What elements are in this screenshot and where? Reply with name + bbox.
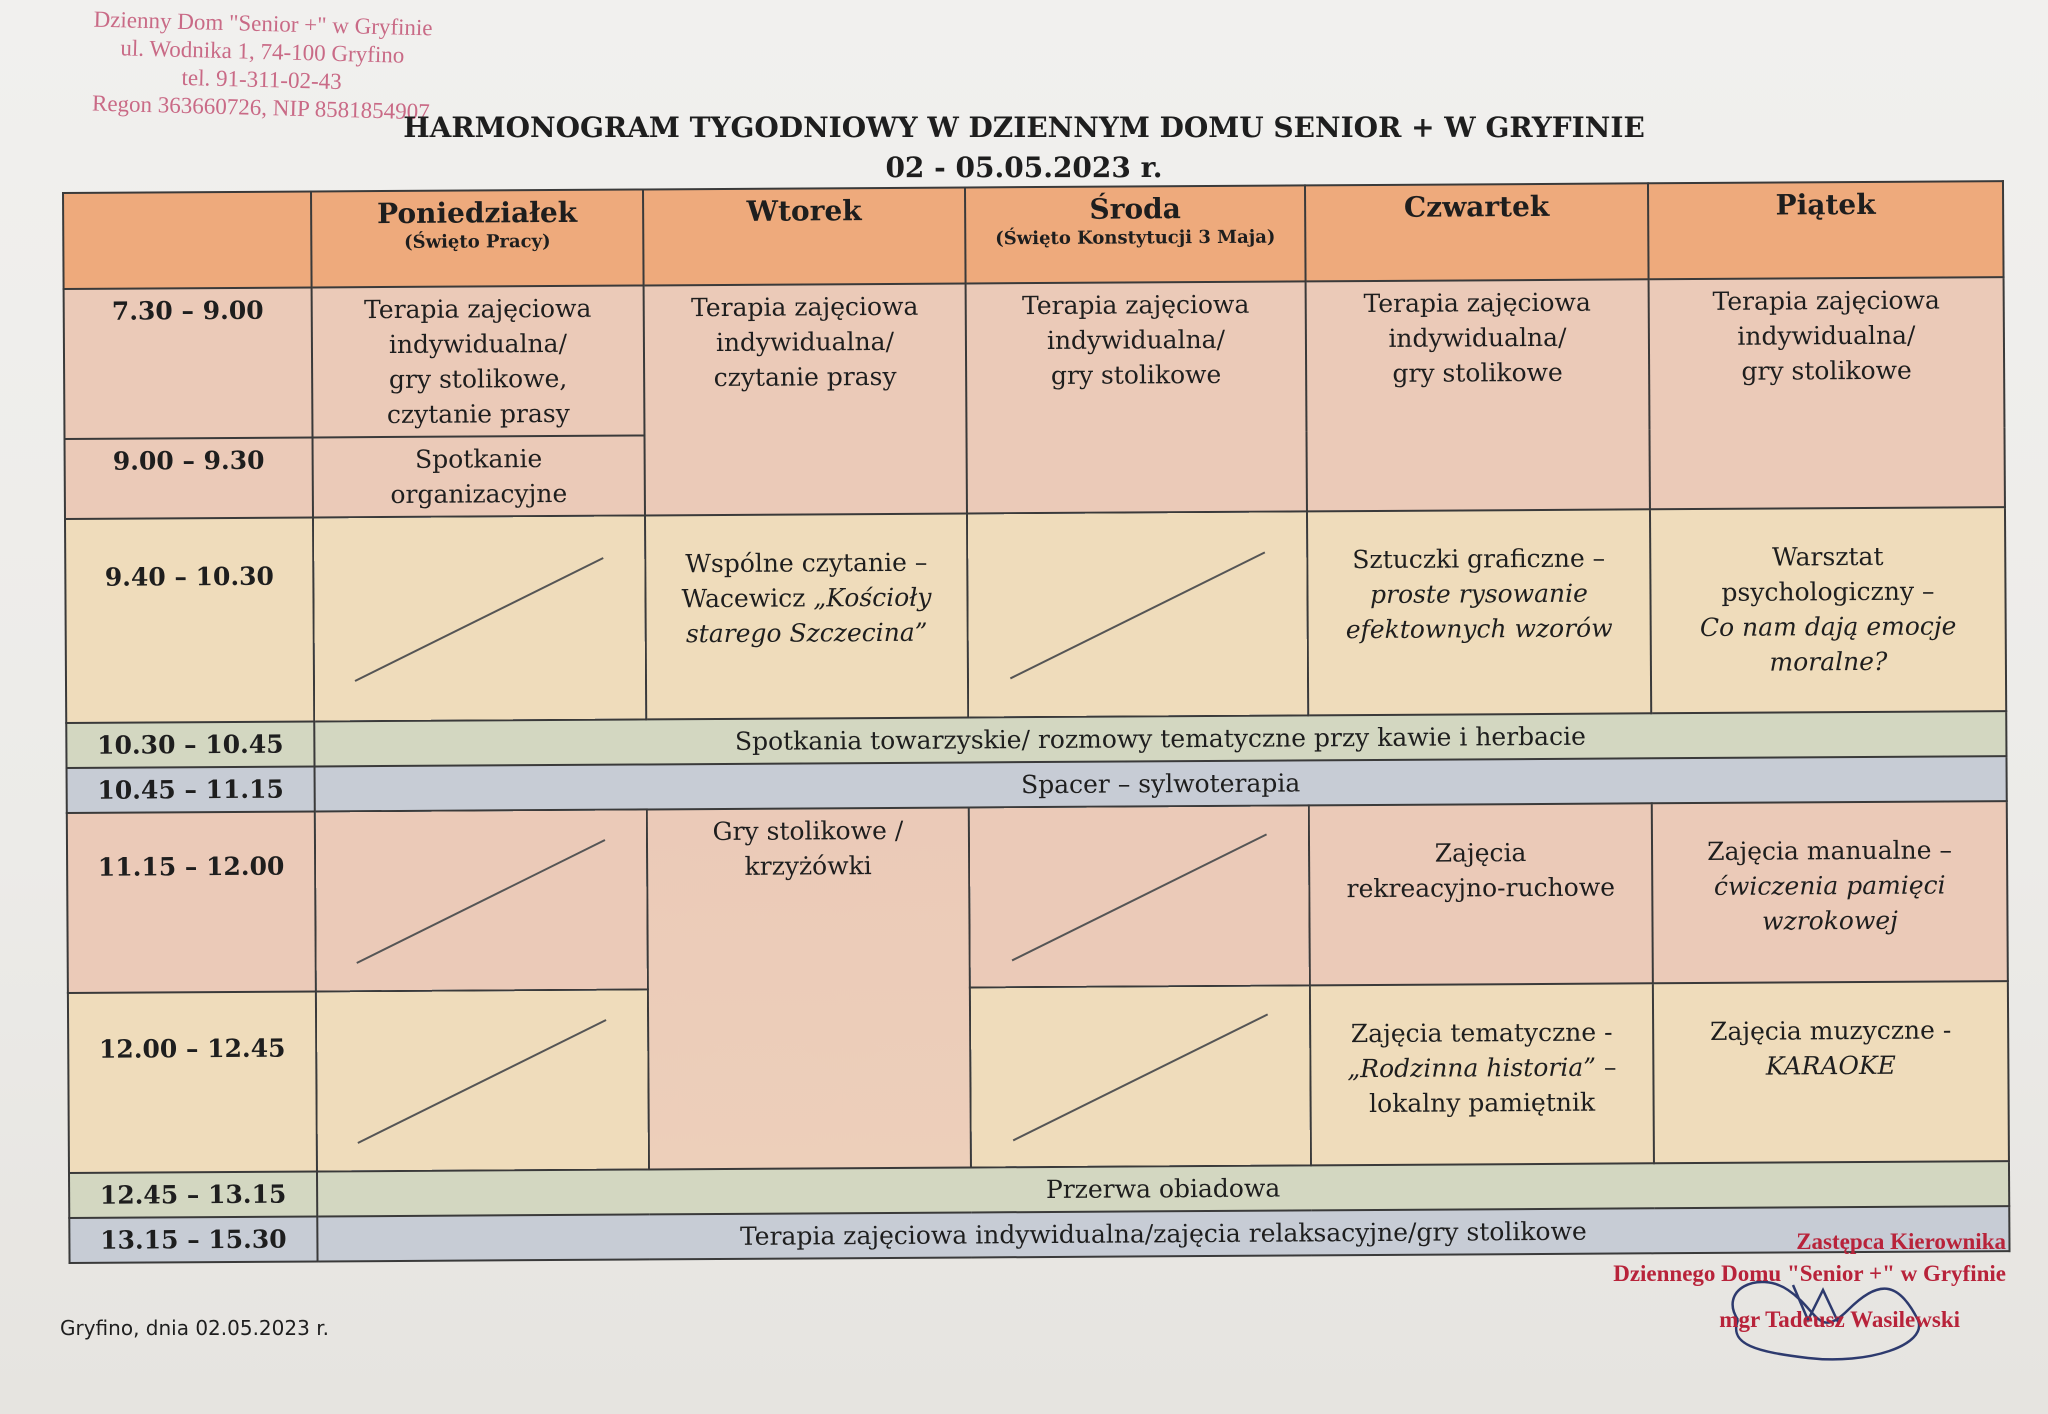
time-cell: 9.40 – 10.30 [65,517,314,723]
empty-slot [967,511,1308,717]
activity-cell: Gry stolikowe / krzyżówki [647,807,971,1169]
empty-slot [970,985,1311,1167]
crossed-out-line [357,839,606,964]
crossed-out-line [1012,834,1267,962]
weekly-schedule-table [62,180,2011,1264]
time-cell: 12.45 – 13.15 [69,1171,317,1218]
crossed-out-line [1013,1014,1268,1142]
time-cell: 12.00 – 12.45 [68,991,317,1173]
corner-header [63,191,312,289]
crossed-out-line [358,1019,607,1144]
activity-cell: Sztuczki graficzne – proste rysowanie efektownych wzorów [1307,509,1651,715]
signature-block [1506,1226,2006,1336]
all-days-activity: Przerwa obiadowa [317,1161,2009,1216]
time-cell: 13.15 – 15.30 [69,1216,317,1263]
activity-cell: Zajęcia rekreacyjno-ruchowe [1309,803,1653,985]
activity-cell: Zajęcia manualne – ćwiczenia pamięci wzrokowej [1652,801,2008,983]
day-header-monday: Poniedziałek (Święto Pracy) [311,189,644,287]
empty-slot [969,805,1310,987]
crossed-out-line [1010,552,1265,680]
activity-cell: Warsztat psychologiczny – Co nam dają emocje moralne? [1650,507,2006,713]
day-header-thursday: Czwartek [1305,183,1649,281]
activity-cell: Terapia zajęciowa indywidualna/ gry stolikowe [1306,279,1650,511]
signature-institution: Dziennego Domu "Senior +" w Gryfinie [1613,1261,2006,1286]
day-header-tuesday: Wtorek [643,187,966,285]
activity-cell: Wspólne czytanie – Wacewicz „Kościoły starego Szczecina” [645,513,968,719]
activity-cell: Spotkanie organizacyjne [313,435,645,517]
stamp-line: tel. 91-311-02-43 [181,64,343,95]
activity-cell: Terapia zajęciowa indywidualna/ gry stolikowe [1649,277,2005,509]
stamp-line: Regon 363660726, NIP 8581854907 [91,90,431,125]
all-days-activity: Spacer – sylwoterapia [315,756,2007,811]
activity-cell: Terapia zajęciowa indywidualna/ gry stolikowe [966,281,1307,513]
empty-slot [315,809,648,991]
crossed-out-line [355,557,604,682]
time-cell: 10.45 – 11.15 [67,766,315,813]
empty-slot [313,515,646,721]
document-title [0,108,2048,188]
time-cell: 11.15 – 12.00 [67,811,316,993]
time-cell: 10.30 – 10.45 [66,721,314,768]
time-cell: 7.30 – 9.00 [64,287,313,439]
stamp-line: Dzienny Dom "Senior +" w Gryfinie [93,6,433,41]
time-cell: 9.00 – 9.30 [65,437,313,519]
empty-slot [316,989,649,1171]
activity-cell: Zajęcia muzyczne - KARAOKE [1653,981,2009,1163]
activity-cell: Terapia zajęciowa indywidualna/ czytanie prasy [644,283,967,515]
signature-title: Zastępca Kierownika [1796,1229,2006,1254]
day-header-friday: Piątek [1648,181,2004,279]
activity-cell: Zajęcia tematyczne - „Rodzinna historia” – lokalny pamiętnik [1310,983,1654,1165]
stamp-line: ul. Wodnika 1, 74-100 Gryfino [120,35,405,68]
signature-name: mgr Tadeusz Wasilewski [1719,1307,1960,1332]
title-line: HARMONOGRAM TYGODNIOWY W DZIENNYM DOMU SENIOR + W GRYFINIE [403,111,1645,144]
day-header-wednesday: Środa (Święto Konstytucji 3 Maja) [965,185,1306,283]
place-date: Gryfino, dnia 02.05.2023 r. [60,1316,329,1340]
all-days-activity: Spotkania towarzyskie/ rozmowy tematyczne przy kawie i herbacie [314,711,2006,766]
activity-cell: Terapia zajęciowa indywidualna/ gry stolikowe, czytanie prasy [312,285,645,437]
all-days-activity: Terapia zajęciowa indywidualna/zajęcia relaksacyjne/gry stolikowe [317,1206,2009,1261]
title-date: 02 - 05.05.2023 r. [885,151,1163,184]
